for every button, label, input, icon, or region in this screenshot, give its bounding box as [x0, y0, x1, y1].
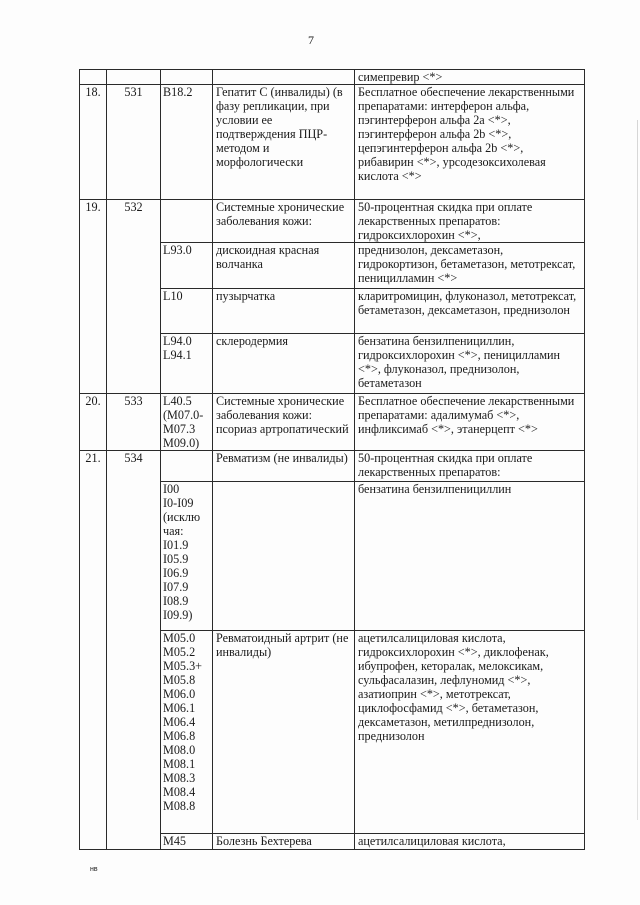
category-code: 531: [107, 85, 161, 200]
disease-name: пузырчатка: [213, 289, 355, 334]
drug-list: 50-процентная скидка при оплате лекарственных препаратов:: [355, 451, 585, 482]
drug-list: ацетилсалициловая кислота,: [355, 834, 585, 850]
row-number: 19.: [80, 200, 107, 394]
table-row: [80, 85, 585, 200]
disease-name: Системные хронические заболевания кожи: псориаз артропатический: [213, 394, 355, 451]
icd-code: L10: [161, 289, 213, 334]
drug-list: 50-процентная скидка при оплате лекарственных препаратов: гидроксихлорохин <*>,: [355, 200, 585, 243]
icd-code: B18.2: [161, 85, 213, 200]
disease-name: склеродермия: [213, 334, 355, 394]
icd-code: L93.0: [161, 243, 213, 289]
drug-list: ацетилсалициловая кислота, гидроксихлорохин <*>, диклофенак, ибупрофен, кеторалак, мелоксикам, сульфасалазин, лефлуномид <*>, азатиоприн <*>, метотрексат, циклофосфамид <*>, бетаметазон, дексаметазон, метилпреднизолон, преднизолон: [355, 631, 585, 834]
drug-list: бензатина бензилпенициллин: [355, 482, 585, 631]
disease-name: Ревматоидный артрит (не инвалиды): [213, 631, 355, 834]
row-number: 21.: [80, 451, 107, 850]
icd-code: L40.5 (M07.0- M07.3 M09.0): [161, 394, 213, 451]
category-code: 533: [107, 394, 161, 451]
footer-mark: нв: [90, 866, 98, 873]
drug-list: кларитромицин, флуконазол, метотрексат, бетаметазон, дексаметазон, преднизолон: [355, 289, 585, 334]
table-row: [80, 200, 585, 243]
drug-benefit-table: [79, 69, 585, 850]
table-row: [80, 451, 585, 482]
scan-edge: [637, 120, 638, 820]
icd-code: M45: [161, 834, 213, 850]
drug-list: Бесплатное обеспечение лекарственными препаратами: адалимумаб <*>, инфликсимаб <*>, этанерцепт <*>: [355, 394, 585, 451]
category-code: 534: [107, 451, 161, 850]
table-row: [80, 70, 585, 85]
disease-name: Гепатит С (инвалиды) (в фазу репликации, при условии ее подтверждения ПЦР-методом и морфологически: [213, 85, 355, 200]
icd-code: I00 I0-I09 (исклю чая: I01.9 I05.9 I06.9 I07.9 I08.9 I09.9): [161, 482, 213, 631]
disease-name: Ревматизм (не инвалиды): [213, 451, 355, 482]
disease-name: [213, 482, 355, 631]
page-number: 7: [308, 33, 314, 47]
table-row: [80, 394, 585, 451]
row-number: 18.: [80, 85, 107, 200]
row-number: 20.: [80, 394, 107, 451]
drug-list: бензатина бензилпенициллин, гидроксихлорохин <*>, пеницилламин <*>, флуконазол, преднизолон, бетаметазон: [355, 334, 585, 394]
drug-list: Бесплатное обеспечение лекарственными препаратами: интерферон альфа, пэгинтерферон альфа 2a <*>, пэгинтерферон альфа 2b <*>, цепэгинтерферон альфа 2b <*>, рибавирин <*>, урсодезоксихолевая кислота <*>: [355, 85, 585, 200]
drug-list: симепревир <*>: [355, 70, 585, 85]
disease-name: дискоидная красная волчанка: [213, 243, 355, 289]
drug-list: преднизолон, дексаметазон, гидрокортизон, бетаметазон, метотрексат, пеницилламин <*>: [355, 243, 585, 289]
icd-code: M05.0 M05.2 M05.3+ M05.8 M06.0 M06.1 M06.4 M06.8 M08.0 M08.1 M08.3 M08.4 M08.8: [161, 631, 213, 834]
disease-name: Системные хронические заболевания кожи:: [213, 200, 355, 243]
icd-code: L94.0 L94.1: [161, 334, 213, 394]
category-code: 532: [107, 200, 161, 394]
disease-name: Болезнь Бехтерева: [213, 834, 355, 850]
